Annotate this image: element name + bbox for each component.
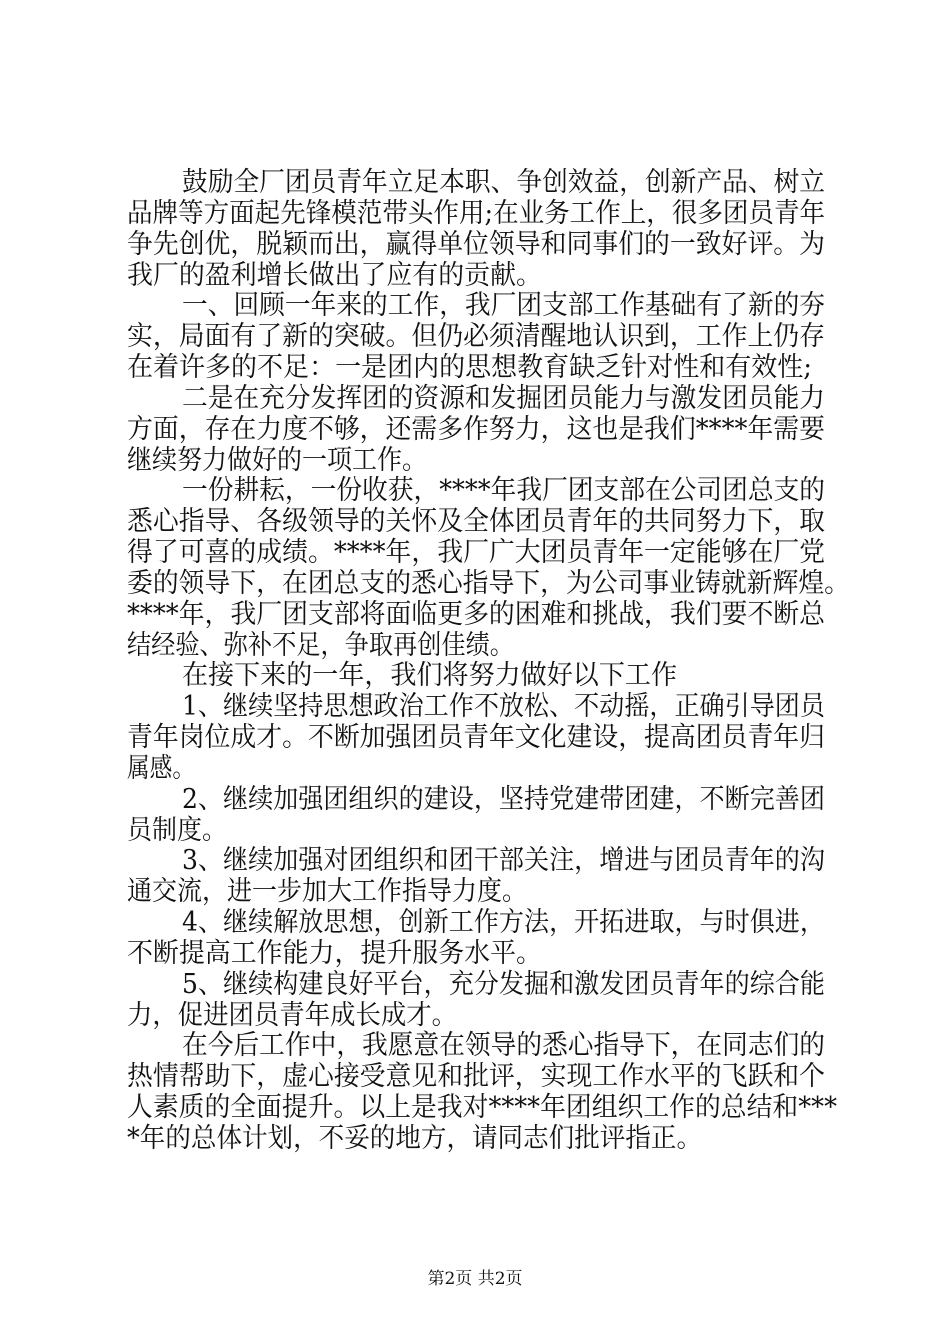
text-line: 在接下来的一年，我们将努力做好以下工作 [182,660,677,691]
text-line: 二是在充分发挥团的资源和发掘团员能力与激发团员能力 [182,383,826,414]
text-line: 委的领导下，在团总支的悉心指导下，为公司事业铸就新辉煌。 [127,568,850,599]
text-line: 争先创优，脱颖而出，赢得单位领导和同事们的一致好评。为 [127,229,826,260]
text-line: ****年，我厂团支部将面临更多的困难和挑战，我们要不断总 [127,599,826,630]
text-line: 不断提高工作能力，提升服务水平。 [127,938,542,969]
text-line: 一份耕耘，一份收获，****年我厂团支部在公司团总支的 [182,475,826,506]
text-line: 品牌等方面起先锋模范带头作用;在业务工作上，很多团员青年 [127,198,826,229]
text-line: 5、继续构建良好平台，充分发掘和激发团员青年的综合能 [182,969,825,1000]
text-line: 2、继续加强团组织的建设，坚持党建带团建，不断完善团 [182,784,825,815]
text-line: 4、继续解放思想，创新工作方法，开拓进取，与时俱进， [182,907,825,938]
text-line: 实，局面有了新的突破。但仍必须清醒地认识到，工作上仍存 [127,321,826,352]
text-line: 一、回顾一年来的工作，我厂团支部工作基础有了新的夯 [182,290,826,321]
text-line: 力，促进团员青年成长成才。 [127,1000,458,1031]
text-line: 1、继续坚持思想政治工作不放松、不动摇，正确引导团员 [182,691,825,722]
text-line: 在着许多的不足：一是团内的思想教育缺乏针对性和有效性; [127,352,813,383]
text-line: 我厂的盈利增长做出了应有的贡献。 [127,260,542,291]
text-line: 属感。 [127,753,195,784]
text-line: 在今后工作中，我愿意在领导的悉心指导下，在同志们的 [182,1030,826,1061]
text-line: 方面，存在力度不够，还需多作努力，这也是我们****年需要 [127,414,826,445]
text-line: 3、继续加强对团组织和团干部关注，增进与团员青年的沟 [182,845,825,876]
text-line: 热情帮助下，虚心接受意见和批评，实现工作水平的飞跃和个 [127,1061,826,1092]
text-line: 鼓励全厂团员青年立足本职、争创效益，创新产品、树立 [182,167,826,198]
text-line: 人素质的全面提升。以上是我对****年团组织工作的总结和*** [127,1092,837,1123]
text-line: 悉心指导、各级领导的关怀及全体团员青年的共同努力下，取 [127,506,826,537]
text-line: *年的总体计划，不妥的地方，请同志们批评指正。 [127,1123,702,1154]
text-line: 得了可喜的成绩。****年，我厂广大团员青年一定能够在厂党 [127,537,826,568]
text-line: 继续努力做好的一项工作。 [127,445,427,476]
text-line: 结经验、弥补不足，争取再创佳绩。 [127,630,514,661]
page-footer: 第2页 共2页 [427,1269,523,1289]
text-line: 员制度。 [127,815,227,846]
text-line: 青年岗位成才。不断加强团员青年文化建设，提高团员青年归 [127,722,826,753]
text-line: 通交流，进一步加大工作指导力度。 [127,876,527,907]
